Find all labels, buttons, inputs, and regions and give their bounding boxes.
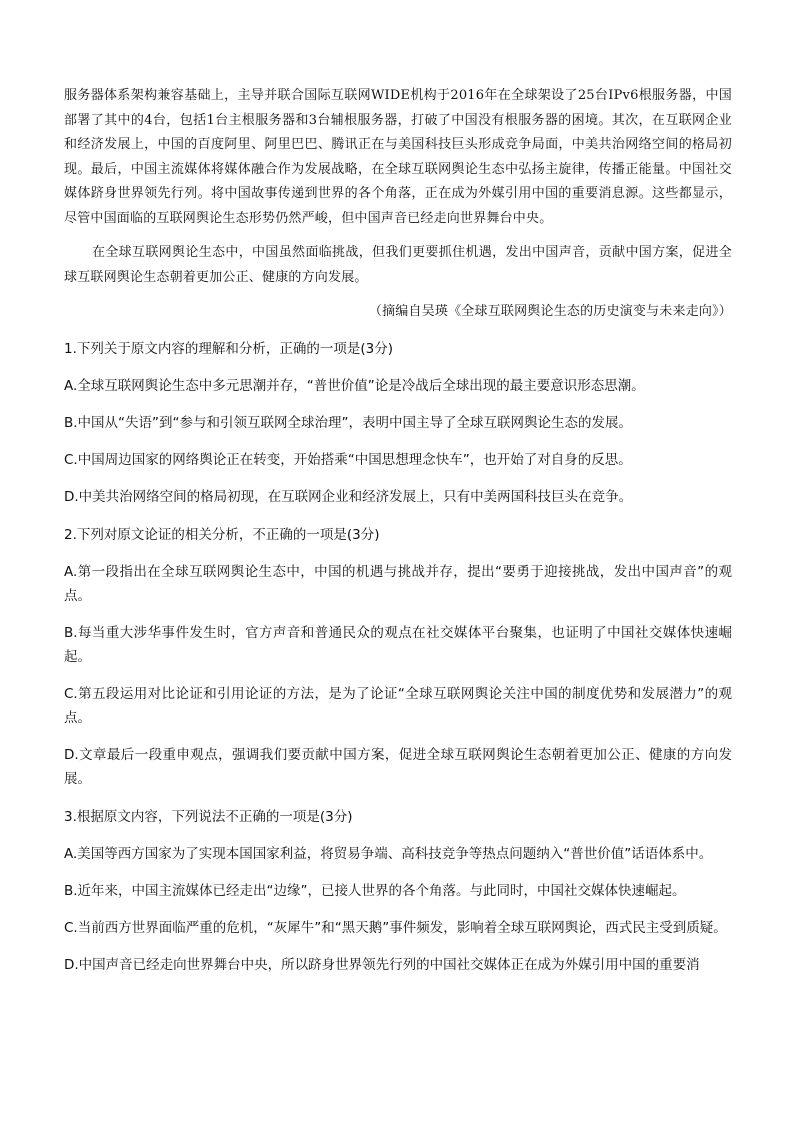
option-b: B.每当重大涉华事件发生时，官方声音和普通民众的观点在社交媒体平台聚集，也证明了中国社交媒体快速崛起。: [64, 624, 732, 665]
question-stem: 2.下列对原文论证的相关分析，不正确的一项是(3分): [64, 526, 380, 543]
option-a: A.美国等西方国家为了实现本国国家利益，将贸易争端、高科技竞争等热点问题纳入“普世价值”话语体系中。: [64, 845, 713, 862]
option-d: D.文章最后一段重申观点，强调我们要贡献中国方案，促进全球互联网舆论生态朝着更加公正、健康的方向发展。: [64, 746, 732, 787]
option-b: B.中国从“失语”到“参与和引领互联网全球治理”，表明中国主导了全球互联网舆论生态的发展。: [64, 414, 633, 431]
option-d: D.中美共治网络空间的格局初现，在互联网企业和经济发展上，只有中美两国科技巨头在竞争。: [64, 488, 633, 505]
question-1: [64, 337, 732, 509]
passage-paragraph-2: 在全球互联网舆论生态中，中国虽然面临挑战，但我们更要抓住机遇，发出中国声音，贡献中国方案，促进全球互联网舆论生态朝着更加公正、健康的方向发展。: [64, 245, 732, 285]
option-c: C.当前西方世界面临严重的危机，“灰犀牛”和“黑天鹅”事件频发，影响着全球互联网舆论，西式民主受到质疑。: [64, 919, 727, 936]
option-b: B.近年来，中国主流媒体已经走出“边缘”，已接人世界的各个角落。与此同时，中国社交媒体快速崛起。: [64, 882, 686, 899]
question-2: [64, 523, 732, 791]
question-stem: 1.下列关于原文内容的理解和分析，正确的一项是(3分): [64, 340, 394, 357]
passage-paragraph-1: 服务器体系架构兼容基础上，主导并联合国际互联网WIDE机构于2016年在全球架设了25台IPv6根服务器，中国部署了其中的4台，包括1台主根服务器和3台辅根服务器，打破了中国没有根服务器的困境。其次，在互联网企业和经济发展上，中国的百度阿里、阿里巴巴、腾讯正在与美国科技巨头形成竞争局面，中美共治网络空间的格局初现。最后，中国主流媒体将媒体融合作为发展战略，在全球互联网舆论生态中弘扬主旋律，传播正能量。中国社交媒体跻身世界领先行列。将中国故事传递到世界的各个角落，正在成为外媒引用中国的重要消息源。这些都显示，尽管中国面临的互联网舆论生态形势仍然严峻，但中国声音已经走向世界舞台中央。: [64, 88, 732, 226]
option-c: C.中国周边国家的网络舆论正在转变，开始搭乘“中国思想理念快车”，也开始了对自身的反思。: [64, 451, 632, 468]
option-c: C.第五段运用对比论证和引用论证的方法，是为了论证“全球互联网舆论关注中国的制度优势和发展潜力”的观点。: [64, 685, 732, 726]
question-3: [64, 805, 732, 977]
question-stem: 3.根据原文内容，下列说法不正确的一项是(3分): [64, 808, 353, 825]
option-a: A.全球互联网舆论生态中多元思潮并存，“普世价值”论是冷战后全球出现的最主要意识形态思潮。: [64, 377, 645, 394]
option-d: D.中国声音已经走向世界舞台中央，所以跻身世界领先行列的中国社交媒体正在成为外媒引用中国的重要消: [64, 956, 700, 973]
passage-source: （摘编自吴瑛《全球互联网舆论生态的历史演变与未来走向》）: [368, 304, 732, 319]
option-a: A.第一段指出在全球互联网舆论生态中，中国的机遇与挑战并存，提出“要勇于迎接挑战，发出中国声音”的观点。: [64, 563, 732, 604]
